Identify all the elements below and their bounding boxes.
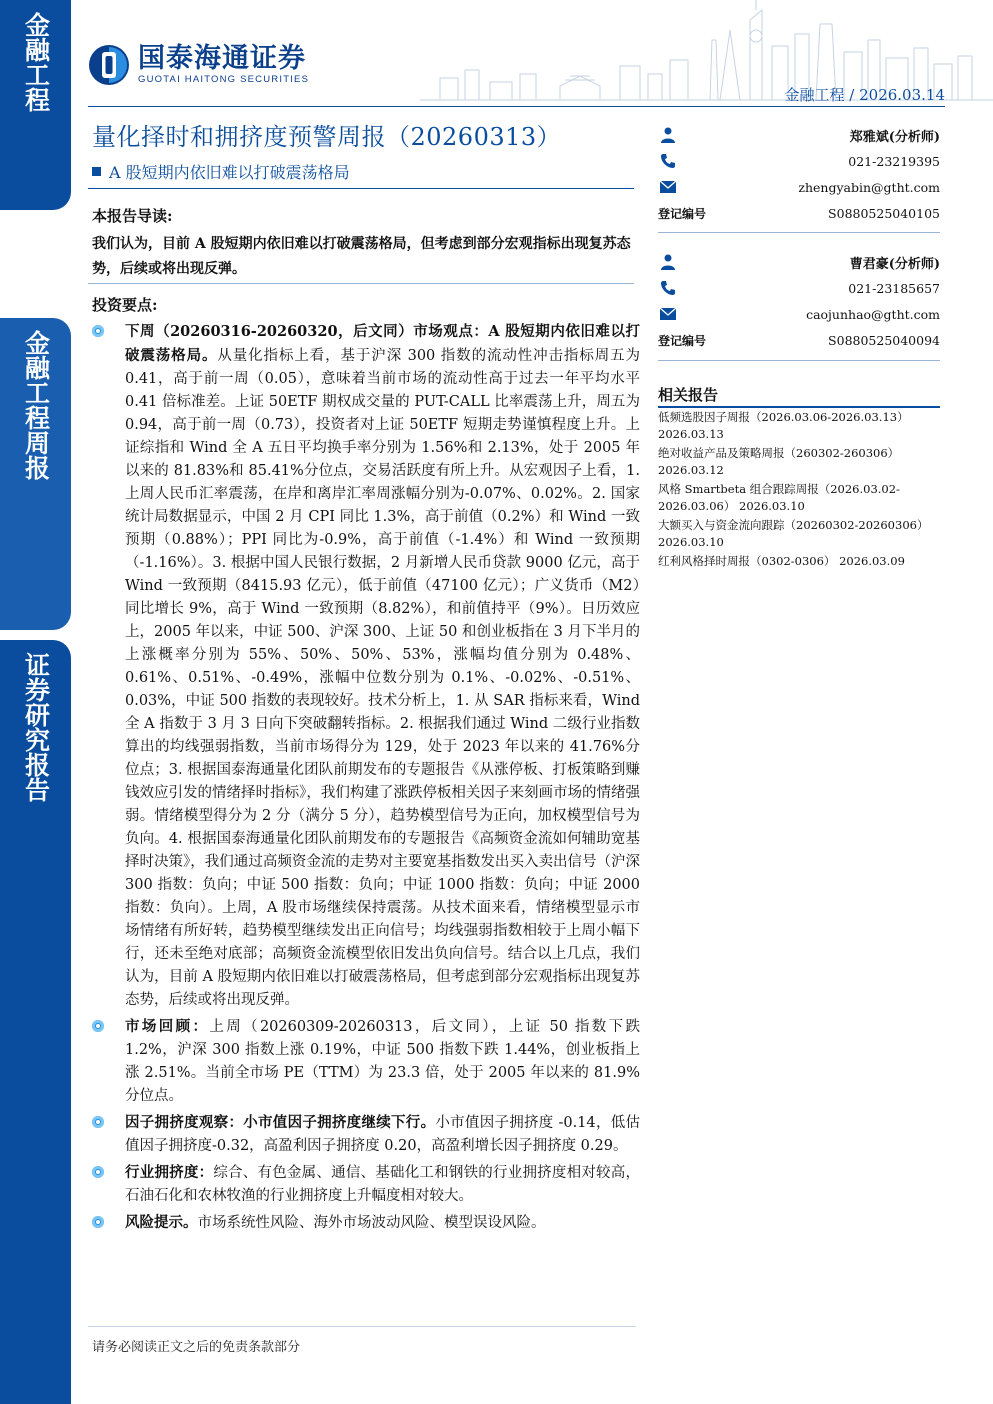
circle-bullet-icon	[92, 1216, 104, 1228]
square-bullet-icon	[92, 167, 101, 176]
report-subtitle	[92, 160, 350, 183]
header-category-date: 金融工程 / 2026.03.14	[784, 86, 945, 104]
related-report-link[interactable]: 低频选股因子周报（2026.03.06-2026.03.13） 2026.03.13	[658, 410, 909, 441]
key-point-text: 从量化指标上看，基于沪深 300 指数的流动性冲击指标周五为 0.41，高于前一周（0.05），意味着当前市场的流动性高于过去一年平均水平 0.41 倍标准差。上证 50ETF 期权成交量的 PUT-CALL 比率震荡上升，周五为 0.94，高于前一周（0.73），投资者对上证 50ETF 短期走势谨慎程度上升。上证综指和 Wind 全 A 五日平均换手率分别为 1.56%和 2.13%，处于 2005 年以来的 81.83%和 85.41%分位点，交易活跃度有所上升。从宏观因子上看，1. 上周人民币汇率震荡，在岸和离岸汇率周涨幅分别为-0.07%、0.02%。2. 国家统计局数据显示，中国 2 月 CPI 同比 1.3%，高于前值（0.2%）和 Wind 一致预期（0.88%）；PPI 同比为-0.9%，高于前值（-1.4%）和 Wind 一致预期（-1.16%）。3. 根据中国人民银行数据，2 月新增人民币贷款 9000 亿元，高于 Wind 一致预期（8415.93 亿元），低于前值（47100 亿元）；广义货币（M2）同比增长 9%，高于 Wind 一致预期（8.82%），和前值持平（9%）。日历效应上，2005 年以来，中证 500、沪深 300、上证 50 和创业板指在 3 月下半月的上涨概率分别为 55%、50%、50%、53%，涨幅均值分别为 0.48%、0.61%、0.51%、-0.49%，涨幅中位数分别为 0.1%、-0.02%、-0.51%、0.03%，中证 500 指数的表现较好。技术分析上，1. 从 SAR 指标来看，Wind 全 A 指数于 3 月 3 日向下突破翻转指标。2. 根据我们通过 Wind 二级行业指数算出的均线强弱指数，当前市场得分为 129，处于 2023 年以来的 41.76%分位点；3. 根据国泰海通量化团队前期发布的专题报告《从涨停板、打板策略到赚钱效应引发的情绪择时指标》，我们构建了涨跌停板相关因子来刻画市场的情绪强弱。情绪模型得分为 2 分（满分 5 分），趋势模型信号为正向，加权模型信号为负向。4. 根据国泰海通量化团队前期发布的专题报告《高频资金流如何辅助宽基择时决策》，我们通过高频资金流的走势对主要宽基指数发出买入卖出信号（沪深 300 指数：负向；中证 500 指数：负向；中证 1000 指数：负向；中证 2000 指数：负向）。上周，A 股市场继续保持震荡。从技术面来看，情绪模型显示市场情绪有所好转，趋势模型继续发出正向信号；均线强弱指数相较于上周小幅下行，还未至绝对底部；高频资金流模型依旧发出负向信号。结合以上几点，我们认为，目前 A 股短期内依旧难以打破震荡格局，但考虑到部分宏观指标出现复苏态势，后续或将出现反弹。	[125, 348, 640, 1008]
key-point-text: 综合、有色金属、通信、基础化工和钢铁的行业拥挤度相对较高，石油石化和农林牧渔的行业拥挤度上升幅度相对较大。	[125, 1165, 641, 1204]
intro-divider	[88, 283, 634, 284]
related-report-link[interactable]: 红利风格择时周报（0302-0306） 2026.03.09	[658, 554, 905, 568]
circle-bullet-icon	[92, 1020, 104, 1032]
sidebar-category: 金融工程	[0, 0, 71, 210]
key-point-item	[92, 320, 640, 1012]
key-points-list	[92, 320, 640, 1238]
analyst-card	[658, 122, 940, 226]
circle-bullet-icon	[92, 325, 104, 337]
analyst-name: 郑雅斌(分析师)	[849, 129, 940, 145]
registration-number: S0880525040094	[828, 332, 940, 348]
logo-mark-icon	[88, 44, 130, 86]
analyst-person-icon	[658, 252, 678, 272]
key-point-lead: 市场回顾：	[125, 1018, 210, 1035]
related-reports-divider	[658, 406, 940, 408]
sidebar-report-type: 金融工程周报	[0, 318, 71, 630]
subtitle-text: A 股短期内依旧难以打破震荡格局	[109, 163, 350, 182]
title-divider	[88, 188, 634, 189]
key-point-text: 市场系统性风险、海外市场波动风险、模型误设风险。	[197, 1215, 546, 1231]
logo-chinese-name: 国泰海通证券	[138, 43, 306, 74]
registration-label: 登记编号	[658, 206, 707, 221]
key-point-item	[92, 1015, 640, 1108]
key-point-lead: 行业拥挤度：	[125, 1164, 214, 1181]
intro-heading: 本报告导读:	[92, 207, 173, 225]
related-report-link[interactable]: 绝对收益产品及策略周报（260302-260306） 2026.03.12	[658, 446, 900, 477]
email-icon	[658, 177, 678, 197]
related-report-link[interactable]: 大额买入与资金流向跟踪（20260302-20260306） 2026.03.10	[658, 518, 929, 549]
key-point-item	[92, 1211, 640, 1235]
email-icon	[658, 304, 678, 324]
analyst-email[interactable]: caojunhao@gtht.com	[806, 306, 940, 322]
related-reports-list	[658, 409, 948, 572]
key-point-text: 上周（20260309-20260313，后文同），上证 50 指数下跌 1.2%，沪深 300 指数上涨 0.19%，中证 500 指数下跌 1.44%，创业板指上涨 2.51%。当前全市场 PE（TTM）为 23.3 倍，处于 2005 年以来的 81.9%分位点。	[125, 1019, 640, 1104]
analyst-name: 曹君豪(分析师)	[849, 256, 940, 272]
key-point-item	[92, 1111, 640, 1158]
registration-label: 登记编号	[658, 333, 707, 348]
analyst-card	[658, 249, 940, 353]
analyst-phone: 021-23185657	[848, 280, 940, 296]
related-report-link[interactable]: 风格 Smartbeta 组合跟踪周报（2026.03.02-2026.03.06） 2026.03.10	[658, 482, 900, 513]
sidebar-report-class: 证券研究报告	[0, 640, 71, 1404]
company-logo	[88, 44, 309, 86]
analyst-divider	[658, 360, 940, 361]
key-point-lead: 风险提示。	[125, 1214, 198, 1231]
header-divider	[88, 106, 945, 107]
registration-number: S0880525040105	[828, 205, 940, 221]
footer-divider	[88, 1326, 636, 1327]
report-title: 量化择时和拥挤度预警周报（20260313）	[92, 123, 562, 151]
key-point-lead: 因子拥挤度观察：小市值因子拥挤度继续下行。	[125, 1114, 436, 1131]
analyst-divider	[658, 232, 940, 233]
key-points-heading: 投资要点:	[92, 296, 158, 314]
phone-icon	[658, 151, 678, 171]
related-reports-heading: 相关报告	[658, 386, 719, 404]
circle-bullet-icon	[92, 1116, 104, 1128]
logo-english-name: GUOTAI HAITONG SECURITIES	[138, 74, 310, 85]
intro-text: 我们认为，目前 A 股短期内依旧难以打破震荡格局，但考虑到部分宏观指标出现复苏态势，后续或将出现反弹。	[92, 236, 631, 277]
key-point-text: 小市值因子拥挤度 -0.14，低估值因子拥挤度-0.32，高盈利因子拥挤度 0.20，高盈利增长因子拥挤度 0.29。	[125, 1115, 640, 1154]
analyst-email[interactable]: zhengyabin@gtht.com	[798, 179, 940, 195]
key-point-item	[92, 1161, 640, 1208]
analyst-phone: 021-23219395	[848, 153, 940, 169]
phone-icon	[658, 278, 678, 298]
disclaimer-note: 请务必阅读正文之后的免责条款部分	[92, 1340, 301, 1355]
left-sidebar	[0, 0, 71, 1404]
circle-bullet-icon	[92, 1166, 104, 1178]
analyst-person-icon	[658, 125, 678, 145]
key-point-lead: 下周（20260316-20260320，后文同）市场观点：A 股短期内依旧难以打破震荡格局。	[125, 323, 640, 364]
